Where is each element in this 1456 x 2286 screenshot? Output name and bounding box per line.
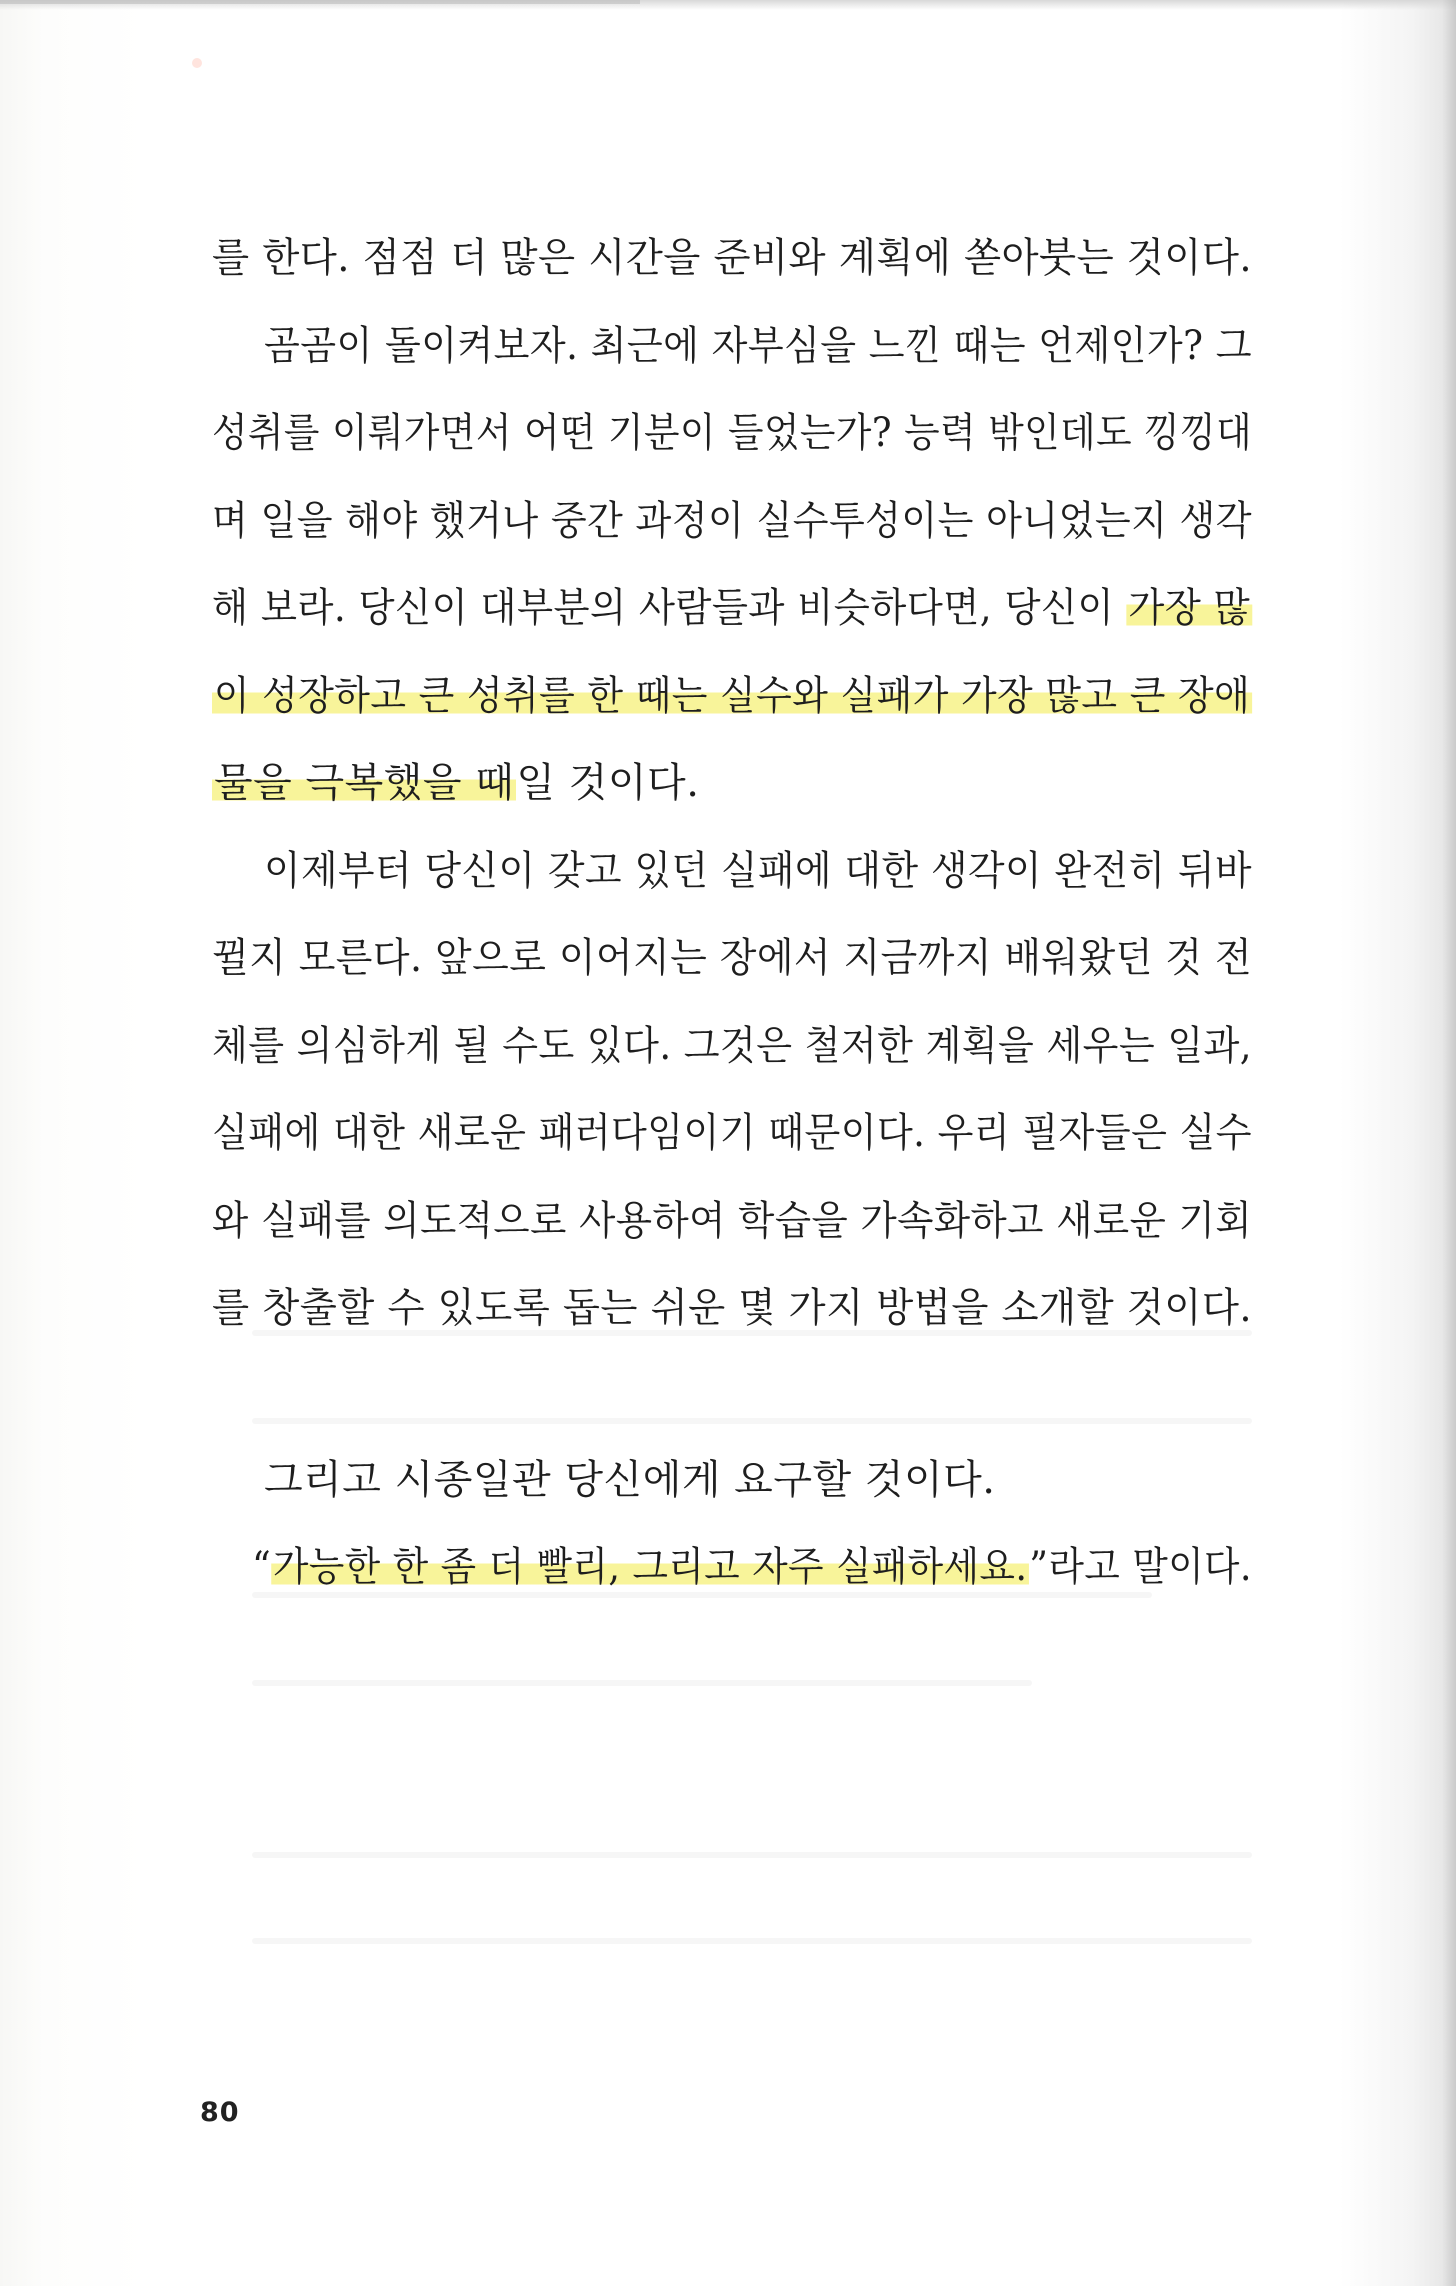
text-line — [212, 664, 1252, 752]
text-line — [212, 839, 1252, 927]
text-segment: 며 일을 해야 했거나 중간 과정이 실수투성이는 아니었는지 생각 — [212, 497, 1253, 544]
text-segment: 일 것이다. — [516, 760, 700, 806]
text-segment: 해 보라. 당신이 대부분의 사람들과 비슷하다면, 당신이 — [212, 585, 1127, 631]
text-line — [212, 1448, 1252, 1536]
bleed-through-mark — [252, 1852, 1252, 1858]
text-line — [212, 1276, 1252, 1364]
paper-speck — [192, 58, 202, 68]
text-line — [212, 401, 1252, 489]
text-segment: 를 창출할 수 있도록 돕는 쉬운 몇 가지 방법을 소개할 것이다. — [212, 1285, 1253, 1331]
text-line — [212, 1101, 1252, 1189]
text-line — [212, 226, 1252, 314]
text-line — [212, 1535, 1252, 1623]
highlighted-text: 이 성장하고 큰 성취를 한 때는 실수와 실패가 가장 많고 큰 장애 — [213, 672, 1251, 719]
text-segment: 실패에 대한 새로운 패러다임이기 때문이다. 우리 필자들은 실수 — [212, 1110, 1253, 1156]
text-line — [212, 751, 1252, 839]
text-line — [212, 1014, 1252, 1102]
text-segment: “ — [252, 1544, 272, 1590]
text-segment: ”라고 말이다. — [1029, 1544, 1253, 1590]
text-line — [212, 1189, 1252, 1277]
text-line — [212, 314, 1252, 402]
text-line — [212, 576, 1252, 664]
text-segment: 뀔지 모른다. 앞으로 이어지는 장에서 지금까지 배워왔던 것 전 — [212, 935, 1253, 981]
text-segment: 곰곰이 돌이켜보자. 최근에 자부심을 느낀 때는 언제인가? 그 — [264, 322, 1252, 369]
page-number: 80 — [200, 2097, 240, 2128]
body-text — [212, 226, 1252, 1623]
text-segment: 이제부터 당신이 갖고 있던 실패에 대한 생각이 완전히 뒤바 — [264, 847, 1253, 894]
highlighted-text: 가장 많 — [1128, 585, 1251, 631]
text-segment: 와 실패를 의도적으로 사용하여 학습을 가속화하고 새로운 기회 — [212, 1197, 1252, 1244]
text-segment: 성취를 이뤄가면서 어떤 기분이 들었는가? 능력 밖인데도 낑낑대 — [212, 410, 1253, 456]
bleed-through-mark — [252, 1938, 1252, 1944]
text-segment: 를 한다. 점점 더 많은 시간을 준비와 계획에 쏟아붓는 것이다. — [212, 235, 1253, 281]
bleed-through-mark — [252, 1680, 1032, 1686]
highlighted-text: 물을 극복했을 때 — [214, 760, 515, 806]
text-segment: 그리고 시종일관 당신에게 요구할 것이다. — [264, 1456, 996, 1503]
previous-page-edge — [0, 0, 640, 4]
paragraph-gap — [212, 1364, 1252, 1448]
text-segment: 체를 의심하게 될 수도 있다. 그것은 철저한 계획을 세우는 일과, — [212, 1022, 1253, 1069]
text-line — [212, 926, 1252, 1014]
page-edge-shadow — [1442, 0, 1456, 2286]
highlighted-text: 가능한 한 좀 더 빨리, 그리고 자주 실패하세요. — [273, 1544, 1028, 1590]
text-line — [212, 489, 1252, 577]
